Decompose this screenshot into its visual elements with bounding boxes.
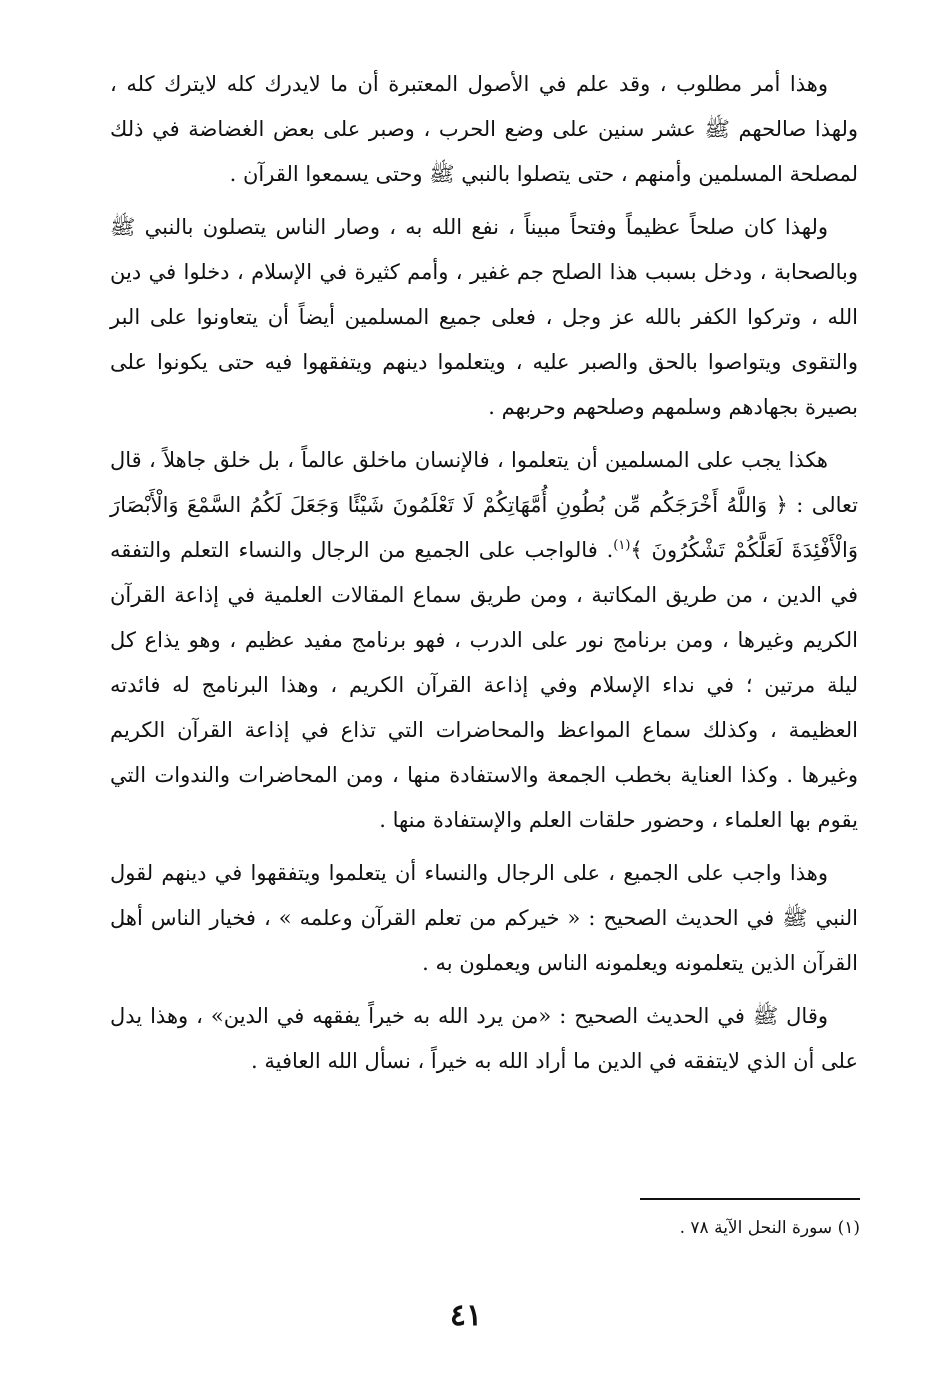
main-text: [110, 62, 858, 1092]
page-number: ٤١: [449, 1298, 483, 1333]
footnote: (١) سورة النحل الآية ٧٨ .: [679, 1218, 860, 1238]
paragraph-3: [110, 438, 858, 843]
quran-verse: ﴿ وَاللَّهُ أَخْرَجَكُم مِّن بُطُونِ أُمَّهَاتِكُمْ لَا تَعْلَمُونَ شَيْئًا وَجَعَلَ لَكُمُ السَّمْعَ وَالْأَبْصَارَ وَالْأَفْئِدَةَ لَعَلَّكُمْ تَشْكُرُونَ ﴾: [110, 493, 858, 562]
paragraph-3-rest: . فالواجب على الجميع من الرجال والنساء التعلم والتفقه في الدين ، من طريق المكاتبة ، ومن طريق سماع المقالات العلمية في إذاعة القرآن الكريم وغيرها ، ومن برنامج نور على الدرب ، فهو برنامج مفيد عظيم ، وهو يذاع كل ليلة مرتين ؛ في نداء الإسلام وفي إذاعة القرآن الكريم ، وهذا البرنامج له فائدته العظيمة ، وكذلك سماع المواعظ والمحاضرات التي تذاع في إذاعة القرآن الكريم وغيرها . وكذا العناية بخطب الجمعة والاستفادة منها ، ومن المحاضرات والندوات التي يقوم بها العلماء ، وحضور حلقات العلم والإستفادة منها .: [110, 538, 858, 832]
paragraph-3-intro: هكذا يجب على المسلمين أن يتعلموا ، فالإنسان ماخلق عالماً ، بل خلق جاهلاً ، قال تعالى :: [110, 448, 858, 517]
footnote-marker: (١): [613, 538, 631, 553]
paragraph-5: وقال ﷺ في الحديث الصحيح : «من يرد الله به خيراً يفقهه في الدين» ، وهذا يدل على أن الذي لايتفقه في الدين ما أراد الله به خيراً ، نسأل الله العافية .: [110, 1004, 858, 1073]
paragraph-4: وهذا واجب على الجميع ، على الرجال والنساء أن يتعلموا ويتفقهوا في دينهم لقول النبي ﷺ في الحديث الصحيح : « خيركم من تعلم القرآن وعلمه » ، فخيار الناس أهل القرآن الذين يتعلمونه ويعلمونه الناس ويعملون به .: [110, 861, 858, 975]
footnote-divider: [640, 1198, 860, 1200]
paragraph-1: وهذا أمر مطلوب ، وقد علم في الأصول المعتبرة أن ما لايدرك كله لايترك كله ، ولهذا صالحهم ﷺ عشر سنين على وضع الحرب ، وصبر على بعض الغضاضة في ذلك لمصلحة المسلمين وأمنهم ، حتى يتصلوا بالنبي ﷺ وحتى يسمعوا القرآن .: [110, 72, 858, 186]
paragraph-2: ولهذا كان صلحاً عظيماً وفتحاً مبيناً ، نفع الله به ، وصار الناس يتصلون بالنبي ﷺ وبالصحابة ، ودخل بسبب هذا الصلح جم غفير ، وأمم كثيرة في الإسلام ، دخلوا في دين الله ، وتركوا الكفر بالله عز وجل ، فعلى جميع المسلمين أيضاً أن يتعاونوا على البر والتقوى ويتواصوا بالحق والصبر عليه ، ويتعلموا دينهم ويتفقهوا فيه حتى يكونوا على بصيرة بجهادهم وسلمهم وصلحهم وحربهم .: [110, 215, 858, 419]
